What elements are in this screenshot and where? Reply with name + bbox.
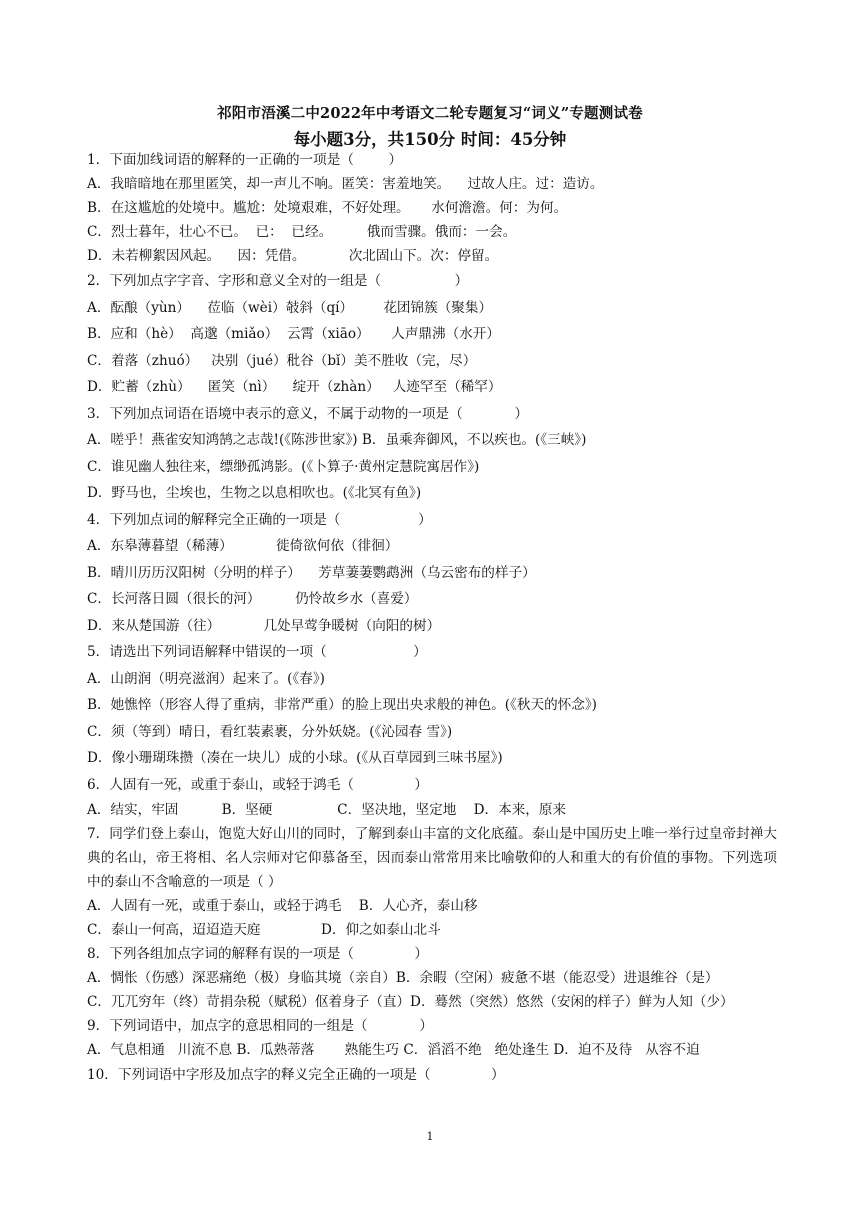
option-d: D．野马也，尘埃也，生物之以息相吹也。(《北冥有鱼》) <box>87 485 422 501</box>
question-2 <box>87 268 777 401</box>
question-3 <box>87 401 777 507</box>
option-c: C．着落（zhuó） 决别（jué）秕谷（bǐ）美不胜收（完，尽） <box>87 352 477 369</box>
page-number: 1 <box>426 1130 434 1143</box>
option-d: D．来从楚国游（往） 几处早莺争暖树（向阳的树） <box>87 617 441 634</box>
option-cd: C．兀兀穷年（终）苛捐杂税（赋税）伛着身子（直）D．蓦然（突然）悠然（安闲的样子）鲜为人知（少） <box>87 994 734 1010</box>
question-stem: 7．同学们登上泰山，饱览大好山川的同时，了解到泰山丰富的文化底蕴。泰山是中国历史上唯一举行过皇帝封禅大典的名山，帝王将相、名人宗师对它仰慕备至，因而泰山常常用来比喻敬仰的人和重大的有价值的事物。下列选项中的泰山不含喻意的一项是（ ） <box>87 826 777 890</box>
option-d: D．未若柳絮因风起。 因：凭借。 次北固山下。次：停留。 <box>87 248 499 264</box>
option-b: B．在这尴尬的处境中。尴尬：处境艰难，不好处理。 水何澹澹。何：为何。 <box>87 200 568 216</box>
option-c: C．谁见幽人独往来，缥缈孤鸿影。(《卜算子·黄州定慧院寓居作》) <box>87 458 480 475</box>
question-9 <box>87 1014 777 1062</box>
question-stem: 6．人固有一死，或重于泰山，或轻于鸿毛（ ） <box>87 776 429 793</box>
option-c: C．长河落日圆（很长的河） 仍怜故乡水（喜爱） <box>87 591 418 607</box>
option-cd: C．泰山一何高，迢迢造天庭 D．仰之如泰山北斗 <box>87 922 441 938</box>
option-b: B．应和（hè） 高邈（miǎo） 云霄（xiāo） 人声鼎沸（水开） <box>87 326 500 342</box>
question-stem: 9．下列词语中，加点字的意思相同的一组是（ ） <box>87 1018 433 1034</box>
option-a: A．我暗暗地在那里匿笑，却一声儿不响。匿笑：害羞地笑。 过故人庄。过：造访。 <box>87 176 604 192</box>
question-10 <box>87 1062 777 1089</box>
question-8 <box>87 942 777 1014</box>
option-a: A．山朗润（明亮滋润）起来了。(《春》) <box>87 670 325 687</box>
question-7 <box>87 822 777 942</box>
option-c: C．须（等到）晴日，看红装素裹，分外妖娆。(《沁园春 雪》) <box>87 723 453 740</box>
option-ab: A．嗟乎！燕雀安知鸿鹄之志哉!(《陈涉世家》) B．虽乘奔御风，不以疾也。(《三峡》) <box>87 432 587 448</box>
option-a: A．酝酿（yùn） 莅临（wèi）攲斜（qí） 花团锦簇（聚集） <box>87 299 493 316</box>
option-ab: A．惆怅（伤感）深恶痛绝（极）身临其境（亲自）B．余暇（空闲）疲惫不堪（能忍受）进退维谷（是） <box>87 970 719 986</box>
question-stem: 2．下列加点字字音、字形和意义全对的一组是（ ） <box>87 273 469 289</box>
option-a: A．东皋薄暮望（稀薄） 徙倚欲何依（徘徊） <box>87 538 399 554</box>
question-stem: 10．下列词语中字形及加点字的释义完全正确的一项是（ ） <box>87 1067 505 1083</box>
question-stem: 5．请选出下列词语解释中错误的一项（ ） <box>87 644 427 660</box>
option-b: B．她憔悴（形容人得了重病，非常严重）的脸上现出央求般的神色。(《秋天的怀念》) <box>87 697 597 713</box>
question-5 <box>87 639 777 772</box>
question-6 <box>87 772 777 823</box>
option-c: C．烈士暮年，壮心不已。 已： 已经。 俄而雪骤。俄而：一会。 <box>87 224 517 240</box>
document-title: 祁阳市浯溪二中2022年中考语文二轮专题复习“词义”专题测试卷 <box>217 105 643 122</box>
options: A．气息相通 川流不息 B．瓜熟蒂落 熟能生巧 C．滔滔不绝 绝处逢生 D．迫不及待 从容不迫 <box>87 1042 700 1058</box>
option-d: D．贮蓄（zhù） 匿笑（nì） 绽开（zhàn） 人迹罕至（稀罕） <box>87 379 502 395</box>
document-subtitle: 每小题3分，共150分 时间：45分钟 <box>293 130 567 149</box>
option-d: D．像小珊瑚珠攒（凑在一块儿）成的小球。(《从百草园到三味书屋》) <box>87 750 503 766</box>
question-list <box>87 148 777 1089</box>
option-ab: A．人固有一死，或重于泰山，或轻于鸿毛 B．人心齐，泰山移 <box>87 898 478 914</box>
question-stem: 8．下列各组加点字词的解释有误的一项是（ ） <box>87 946 429 962</box>
question-stem: 4．下列加点词的解释完全正确的一项是（ ） <box>87 511 432 528</box>
question-1 <box>87 148 777 268</box>
question-stem: 3．下列加点词语在语境中表示的意义，不属于动物的一项是（ ） <box>87 405 529 422</box>
question-4 <box>87 507 777 640</box>
options: A．结实，牢固 B．坚硬 C．坚决地，坚定地 D．本来，原来 <box>87 802 567 818</box>
option-b: B．晴川历历汉阳树（分明的样子） 芳草萋萋鹦鹉洲（乌云密布的样子） <box>87 564 536 581</box>
question-stem: 1．下面加线词语的解释的一正确的一项是（ ） <box>87 152 403 168</box>
